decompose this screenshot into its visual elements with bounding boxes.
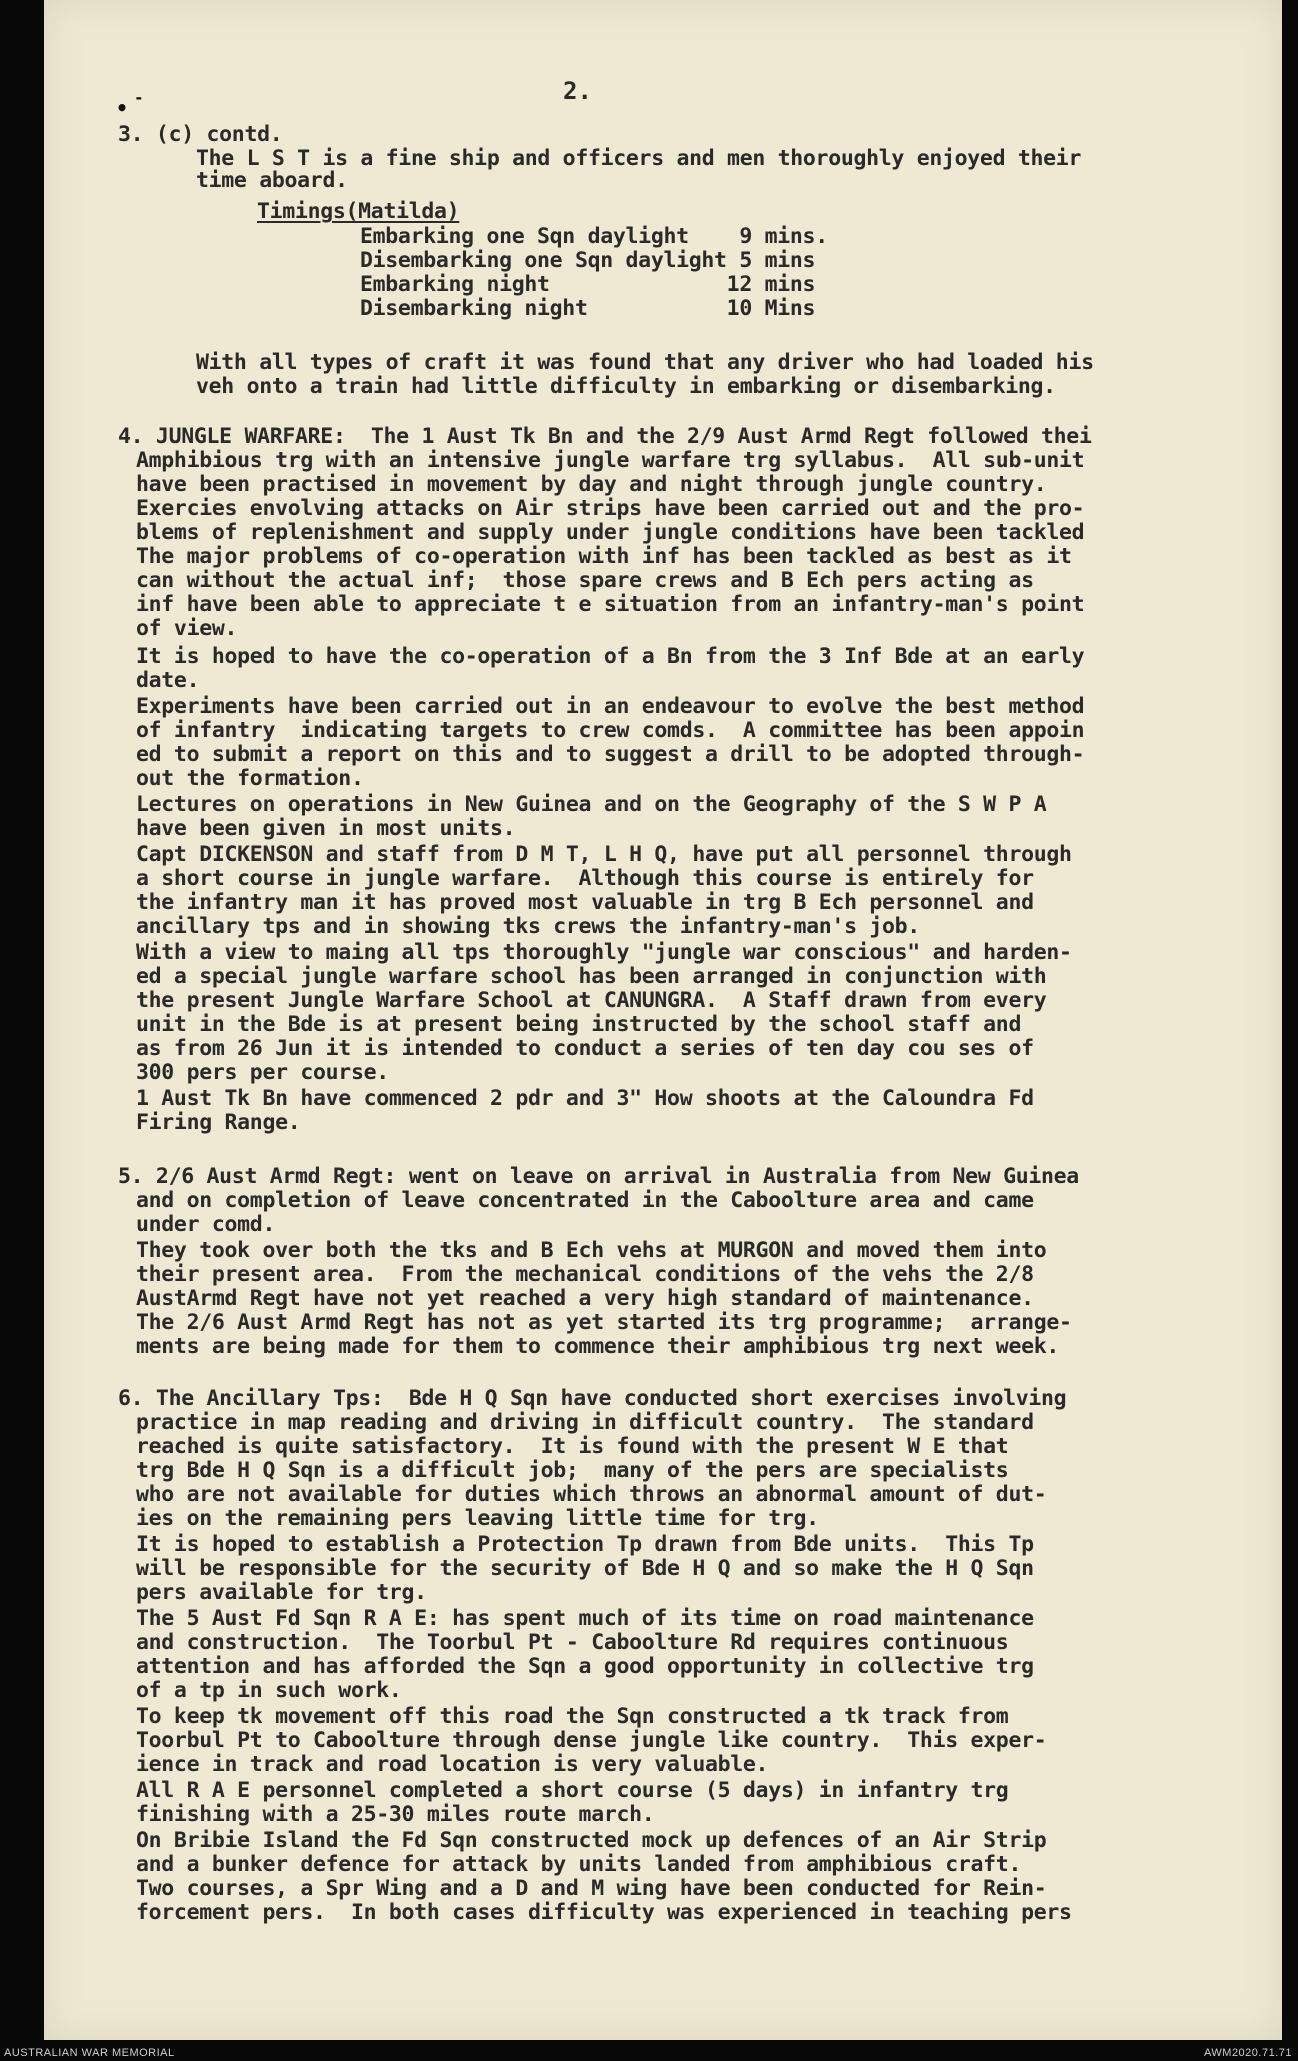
text-line: Experiments have been carried out in an endeavour to evolve the best method: [136, 694, 1085, 719]
text-line: Disembarking night 10 Mins: [360, 296, 816, 321]
ink-mark: -: [134, 88, 144, 107]
text-line: ience in track and road location is very valuable.: [136, 1752, 769, 1777]
text-line: and a bunker defence for attack by units landed from amphibious craft.: [136, 1852, 1022, 1877]
text-line: the present Jungle Warfare School at CANUNGRA. A Staff drawn from every: [136, 988, 1047, 1013]
ink-mark: •: [116, 96, 129, 120]
text-line: Exercies envolving attacks on Air strips have been carried out and the pro-: [136, 496, 1085, 521]
text-line: They took over both the tks and B Ech vehs at MURGON and moved them into: [136, 1238, 1047, 1263]
text-line: practice in map reading and driving in difficult country. The standard: [136, 1410, 1034, 1435]
text-line: 300 pers per course.: [136, 1060, 389, 1085]
text-line: trg Bde H Q Sqn is a difficult job; many of the pers are specialists: [136, 1458, 1009, 1483]
text-line: To keep tk movement off this road the Sqn constructed a tk track from: [136, 1704, 1009, 1729]
text-line: Firing Range.: [136, 1110, 301, 1135]
text-line: ies on the remaining pers leaving little time for trg.: [136, 1506, 819, 1531]
text-line: Toorbul Pt to Caboolture through dense jungle like country. This exper-: [136, 1728, 1047, 1753]
text-line: The 5 Aust Fd Sqn R A E: has spent much of its time on road maintenance: [136, 1606, 1034, 1631]
text-line: a short course in jungle warfare. Although this course is entirely for: [136, 866, 1034, 891]
text-line: 4. JUNGLE WARFARE: The 1 Aust Tk Bn and the 2/9 Aust Armd Regt followed thei: [118, 424, 1092, 449]
text-line: With a view to maing all tps thoroughly "jungle war conscious" and harden-: [136, 940, 1072, 965]
text-line: 6. The Ancillary Tps: Bde H Q Sqn have conducted short exercises involving: [118, 1386, 1067, 1411]
text-line: attention and has afforded the Sqn a good opportunity in collective trg: [136, 1654, 1034, 1679]
text-line: have been practised in movement by day and night through jungle country.: [136, 472, 1047, 497]
text-line: 5. 2/6 Aust Armd Regt: went on leave on arrival in Australia from New Guinea: [118, 1164, 1079, 1189]
text-line: Amphibious trg with an intensive jungle warfare trg syllabus. All sub-unit: [136, 448, 1085, 473]
text-line: ments are being made for them to commence their amphibious trg next week.: [136, 1334, 1060, 1359]
text-line: their present area. From the mechanical conditions of the vehs the 2/8: [136, 1262, 1034, 1287]
text-line: of infantry indicating targets to crew comds. A committee has been appoin: [136, 718, 1085, 743]
text-line: The major problems of co-operation with inf has been tackled as best as it: [136, 544, 1072, 569]
text-line: It is hoped to establish a Protection Tp drawn from Bde units. This Tp: [136, 1532, 1034, 1557]
text-line: and construction. The Toorbul Pt - Caboolture Rd requires continuous: [136, 1630, 1009, 1655]
text-line: of view.: [136, 616, 238, 641]
text-line: out the formation.: [136, 766, 364, 791]
text-line: Capt DICKENSON and staff from D M T, L H Q, have put all personnel through: [136, 842, 1072, 867]
text-line: ed a special jungle warfare school has been arranged in conjunction with: [136, 964, 1047, 989]
text-line: The L S T is a fine ship and officers and men thoroughly enjoyed their: [196, 146, 1082, 171]
text-line: unit in the Bde is at present being instructed by the school staff and: [136, 1012, 1022, 1037]
text-line: pers available for trg.: [136, 1580, 427, 1605]
text-line: of a tp in such work.: [136, 1678, 402, 1703]
text-line: who are not available for duties which throws an abnormal amount of dut-: [136, 1482, 1047, 1507]
text-line: Embarking night 12 mins: [360, 272, 816, 297]
text-line: AustArmd Regt have not yet reached a very high standard of maintenance.: [136, 1286, 1034, 1311]
text-line: Embarking one Sqn daylight 9 mins.: [360, 224, 828, 249]
text-line: time aboard.: [196, 168, 348, 193]
text-line: Disembarking one Sqn daylight 5 mins: [360, 248, 816, 273]
page-number: 2.: [563, 77, 592, 105]
text-line: The 2/6 Aust Armd Regt has not as yet started its trg programme; arrange-: [136, 1310, 1072, 1335]
document-page: [44, 0, 1282, 2040]
text-line: ed to submit a report on this and to suggest a drill to be adopted through-: [136, 742, 1085, 767]
text-line: forcement pers. In both cases difficulty was experienced in teaching pers: [136, 1900, 1072, 1925]
text-line: On Bribie Island the Fd Sqn constructed mock up defences of an Air Strip: [136, 1828, 1047, 1853]
archive-credit: AUSTRALIAN WAR MEMORIAL: [4, 2047, 175, 2059]
text-line: It is hoped to have the co-operation of a Bn from the 3 Inf Bde at an early: [136, 644, 1085, 669]
text-line: Timings(Matilda): [257, 199, 460, 224]
text-line: the infantry man it has proved most valuable in trg B Ech personnel and: [136, 890, 1034, 915]
text-line: 3. (c) contd.: [118, 122, 283, 147]
text-line: can without the actual inf; those spare crews and B Ech pers acting as: [136, 568, 1034, 593]
text-line: veh onto a train had little difficulty in embarking or disembarking.: [196, 374, 1056, 399]
text-line: ancillary tps and in showing tks crews the infantry-man's job.: [136, 914, 920, 939]
text-line: All R A E personnel completed a short course (5 days) in infantry trg: [136, 1778, 1009, 1803]
archive-reference: AWM2020.71.71: [1203, 2047, 1292, 2059]
text-line: date.: [136, 668, 200, 693]
text-line: and on completion of leave concentrated in the Caboolture area and came: [136, 1188, 1034, 1213]
text-line: blems of replenishment and supply under jungle conditions have been tackled: [136, 520, 1085, 545]
text-line: With all types of craft it was found that any driver who had loaded his: [196, 350, 1094, 375]
text-line: as from 26 Jun it is intended to conduct a series of ten day cou ses of: [136, 1036, 1034, 1061]
text-line: Two courses, a Spr Wing and a D and M wing have been conducted for Rein-: [136, 1876, 1047, 1901]
text-line: 1 Aust Tk Bn have commenced 2 pdr and 3" How shoots at the Caloundra Fd: [136, 1086, 1034, 1111]
text-line: inf have been able to appreciate t e situation from an infantry-man's point: [136, 592, 1085, 617]
text-line: will be responsible for the security of Bde H Q and so make the H Q Sqn: [136, 1556, 1034, 1581]
text-line: finishing with a 25-30 miles route march.: [136, 1802, 655, 1827]
text-line: under comd.: [136, 1212, 276, 1237]
text-line: Lectures on operations in New Guinea and on the Geography of the S W P A: [136, 792, 1047, 817]
text-line: reached is quite satisfactory. It is found with the present W E that: [136, 1434, 1009, 1459]
text-line: have been given in most units.: [136, 816, 516, 841]
